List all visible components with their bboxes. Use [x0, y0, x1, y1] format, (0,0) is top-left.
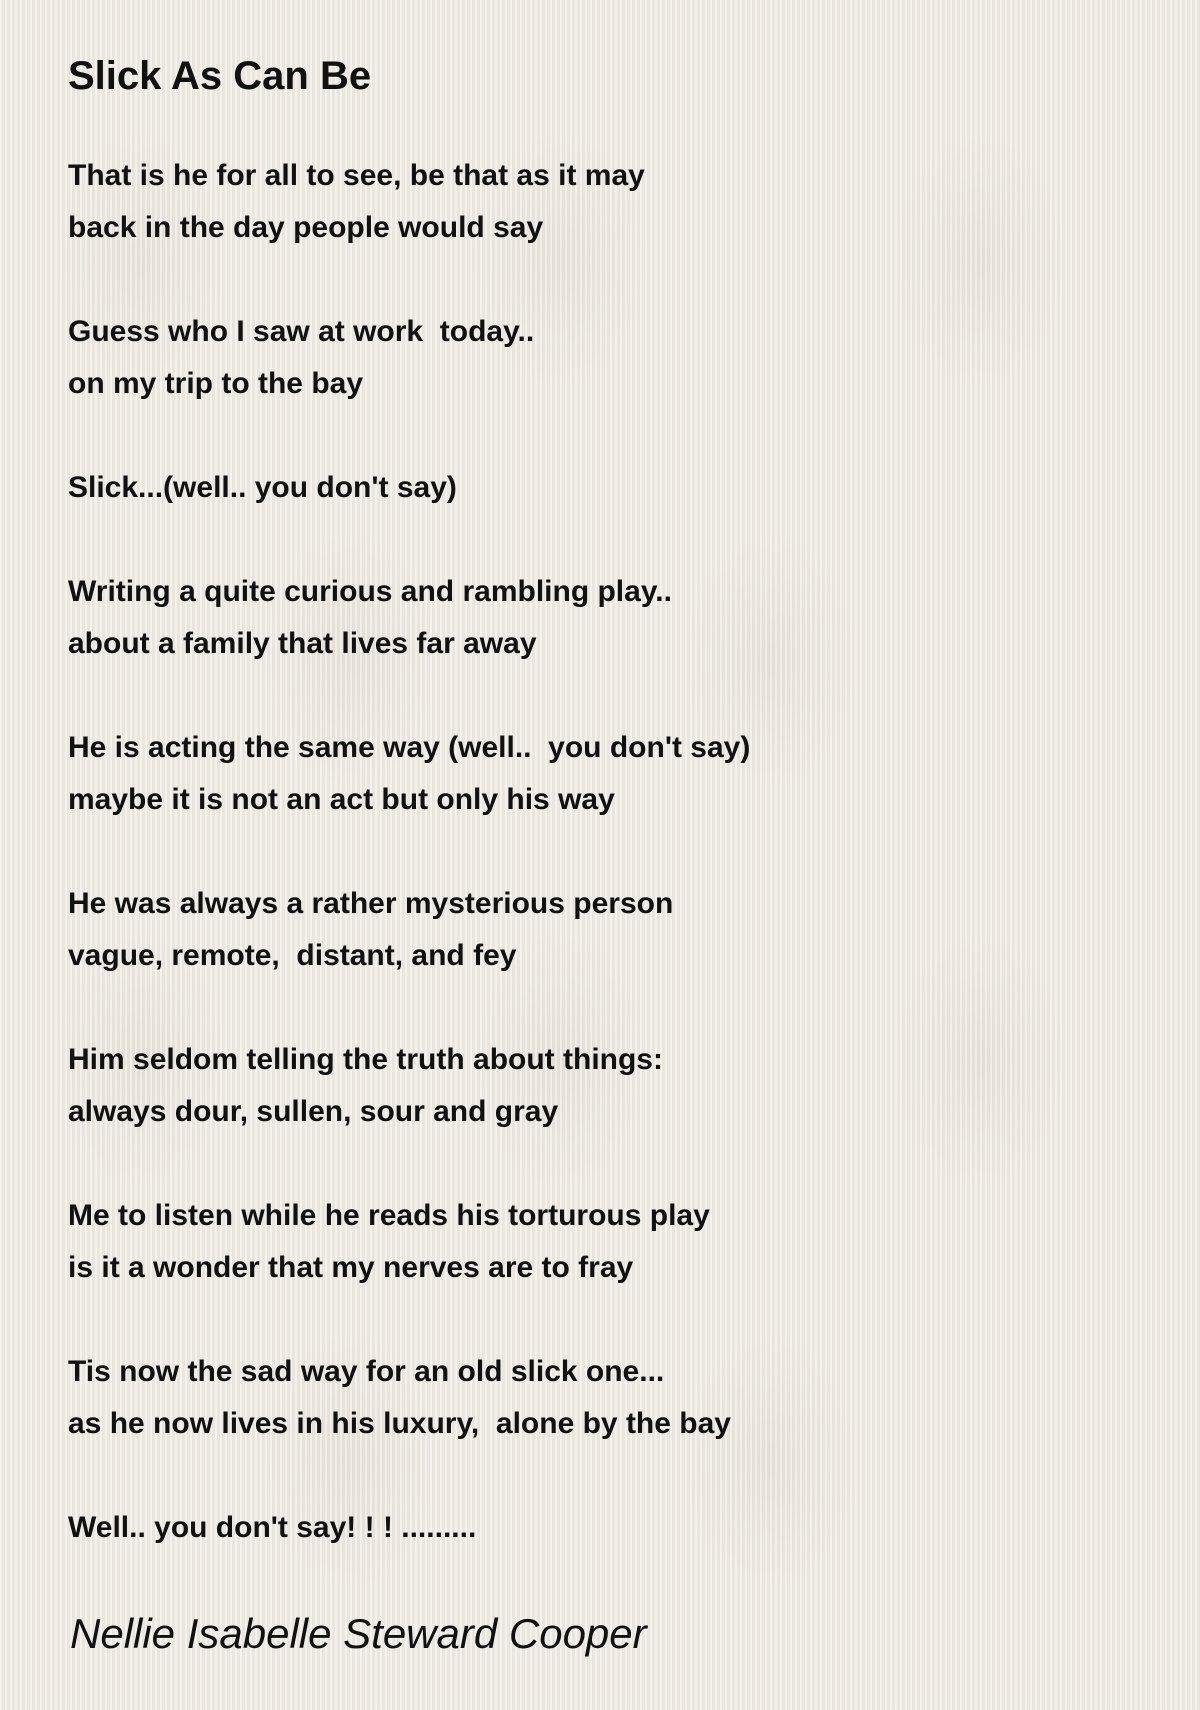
stanza-1	[68, 150, 750, 254]
poem-line: Guess who I saw at work today..	[68, 315, 535, 348]
poem-line: Well.. you don't say! ! ! .........	[68, 1511, 477, 1544]
poem-line: vague, remote, distant, and fey	[68, 939, 517, 972]
poem-line: Tis now the sad way for an old slick one...	[68, 1355, 665, 1388]
stanza-4	[68, 566, 750, 670]
poem-title: Slick As Can Be	[68, 54, 372, 98]
poem-line: as he now lives in his luxury, alone by the bay	[68, 1407, 731, 1440]
poem-author: Nellie Isabelle Steward Cooper	[70, 1610, 647, 1657]
poem-body	[68, 150, 750, 1606]
poem-line: maybe it is not an act but only his way	[68, 783, 615, 816]
poem-line: That is he for all to see, be that as it may	[68, 159, 645, 192]
stanza-2	[68, 306, 750, 410]
stanza-8	[68, 1190, 750, 1294]
poem-line: always dour, sullen, sour and gray	[68, 1095, 559, 1128]
stanza-5	[68, 722, 750, 826]
poem-line: on my trip to the bay	[68, 367, 364, 400]
poem-line: Me to listen while he reads his torturous play	[68, 1199, 710, 1232]
poem-line: back in the day people would say	[68, 211, 544, 244]
poem-line: Him seldom telling the truth about things:	[68, 1043, 663, 1076]
poem-line: He was always a rather mysterious person	[68, 887, 674, 920]
stanza-3	[68, 462, 750, 514]
stanza-7	[68, 1034, 750, 1138]
poem-line: about a family that lives far away	[68, 627, 537, 660]
poem-line: Slick...(well.. you don't say)	[68, 471, 457, 504]
stanza-6	[68, 878, 750, 982]
poem-line: Writing a quite curious and rambling play..	[68, 575, 672, 608]
stanza-9	[68, 1346, 750, 1450]
poem-line: He is acting the same way (well.. you don't say)	[68, 731, 751, 764]
poem-line: is it a wonder that my nerves are to fray	[68, 1251, 634, 1284]
stanza-10	[68, 1502, 750, 1554]
